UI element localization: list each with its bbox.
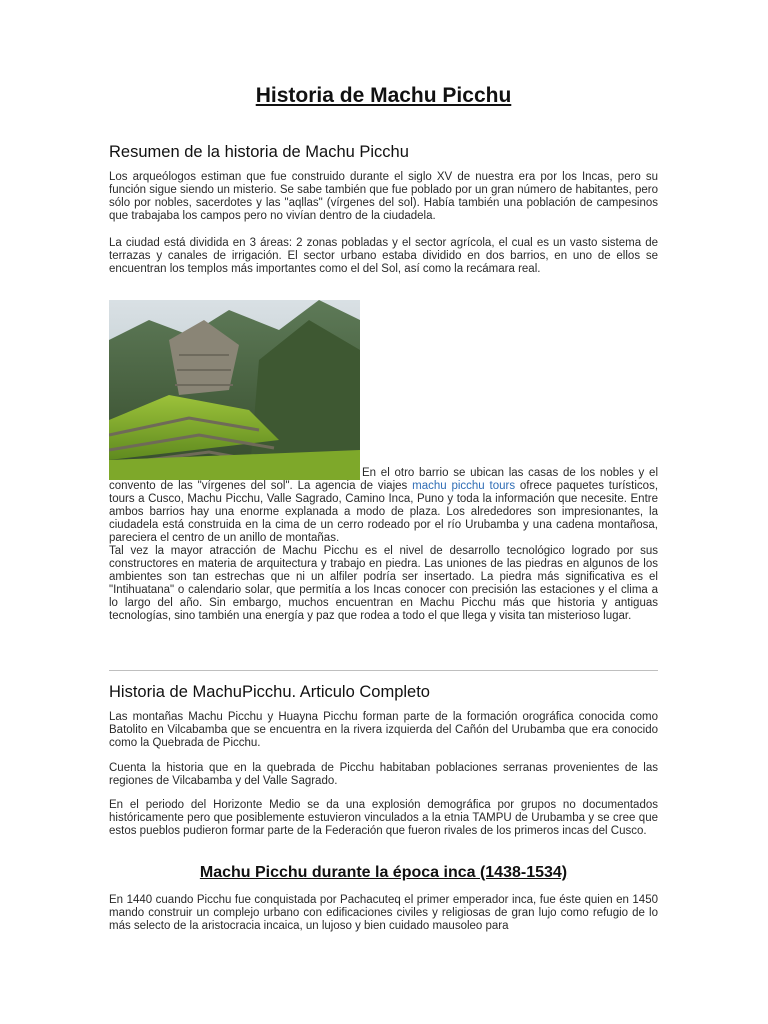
summary-paragraph-1: Los arqueólogos estiman que fue construido durante el siglo XV de nuestra era por los Incas, pero su función sigue siendo un misterio. Se sabe también que fue poblado por un gran número de habitantes, pero sólo por nobles, sacerdotes y las "aqllas" (vírgenes del sol). Había también una población de campesinos que trabajaba los campos pero no vivían dentro de la ciudadela. <box>109 171 658 222</box>
section-full-article <box>109 683 658 702</box>
summary-paragraph-2-block <box>109 237 658 276</box>
machu-picchu-terraces-photo-icon <box>109 300 360 480</box>
paragraph-text-before-link: En el otro barrio se ubican las casas de los nobles y el convento de las "vírgenes del sol". La agencia de viajes <box>109 467 658 492</box>
page-title: Historia de Machu Picchu <box>255 84 512 107</box>
machu-picchu-tours-link[interactable]: machu picchu tours <box>412 480 516 492</box>
section-heading-summary: Resumen de la historia de Machu Picchu <box>109 143 409 161</box>
article-paragraph-2: Cuenta la historia que en la quebrada de Picchu habitaban poblaciones serranas provenientes de las regiones de Vilcabamba y del Valle Sagrado. <box>109 762 658 787</box>
article-paragraph-2-block <box>109 762 658 788</box>
summary-paragraph-4: Tal vez la mayor atracción de Machu Picchu es el nivel de desarrollo tecnológico logrado por sus constructores en materia de arquitectura y trabajo en piedra. Las uniones de las piedras en algunos de los ambientes son tan estrechas que ni un alfiler podría ser insertado. La piedra más significativa es el "Intihuatana" o calendario solar, que permitía a los Incas conocer con precisión las estaciones y el clima a lo largo del año. Sin embargo, muchos encuentran en Machu Picchu más que historia y antiguas tecnologías, sino también una energía y paz que rodea a todo el que llega y visita tan misterioso lugar. <box>109 545 658 622</box>
paragraph-text-after-link: ofrece paquetes turísticos, tours a Cusco, Machu Picchu, Valle Sagrado, Camino Inca, Puno y toda la información que necesite. Entre ambos barrios hay una enorme explanada a modo de plaza. Los alrededores son impresionantes, la ciudadela está construida en la cima de un cerro rodeado por el río Urubamba y una cadena montañosa, pareciera el centro de un anillo de montañas. <box>109 480 659 544</box>
summary-paragraph-2: La ciudad está dividida en 3 áreas: 2 zonas pobladas y el sector agrícola, el cual es un vasto sistema de terrazas y canales de irrigación. El sector urbano estaba dividido en dos barrios, en uno de ellos se encuentran los templos más importantes como el del Sol, así como la recámara real. <box>109 237 658 275</box>
inca-era-paragraph-1: En 1440 cuando Picchu fue conquistada por Pachacuteq el primer emperador inca, fue éste quien en 1450 mando construir un complejo urbano con edificaciones civiles y religiosas de gran lujo como refugio de lo más selecto de la aristocracia incaica, un lujoso y bien cuidado mausoleo para <box>109 894 658 932</box>
article-paragraph-3-block <box>109 799 658 838</box>
inca-era-paragraph-block <box>109 894 658 933</box>
section-heading-full-article: Historia de MachuPicchu. Articulo Completo <box>109 683 430 701</box>
section-heading-inca-era: Machu Picchu durante la época inca (1438-1534) <box>199 864 568 881</box>
article-paragraph-3: En el periodo del Horizonte Medio se da una explosión demográfica por grupos no documentados históricamente pero que posiblemente estuvieron vinculados a la etnia TAMPU de Urubamba y se cree que estos pueblos pudieron formar parte de la Federación que fueron rivales de los primeros incas del Cusco. <box>109 799 658 837</box>
photo-paragraph-block <box>109 300 658 623</box>
article-paragraph-1-block <box>109 711 658 750</box>
article-paragraph-1: Las montañas Machu Picchu y Huayna Picchu forman parte de la formación orográfica conocida como Batolito en Vilcabamba que se encuentra en la rivera izquierda del Cañón del Urubamba que era conocido como la Quebrada de Picchu. <box>109 711 658 749</box>
section-divider <box>109 670 658 671</box>
section-summary <box>109 143 658 162</box>
machu-picchu-photo <box>109 300 360 480</box>
summary-paragraph-1-block <box>109 171 658 223</box>
